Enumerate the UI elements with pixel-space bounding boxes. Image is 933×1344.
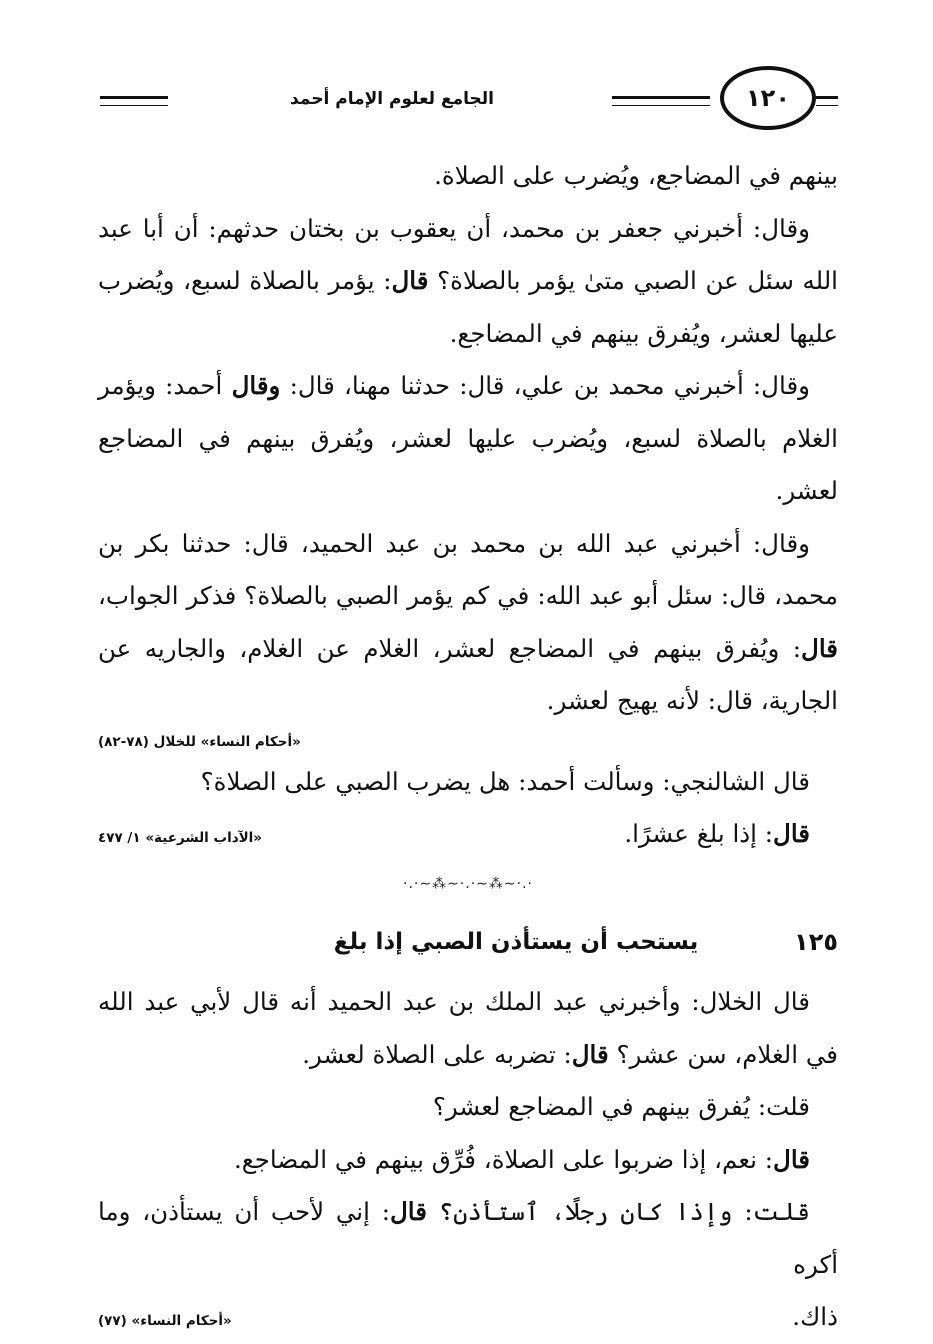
header-rule [612,96,710,106]
page-body [98,150,838,1344]
paragraph [98,203,838,361]
qal-keyword: قال [801,633,838,663]
answer-line [98,808,838,864]
paragraph: قال الشالنجي: وسألت أحمد: هل يضرب الصبي على الصلاة؟ [200,766,810,796]
qal-keyword: قال [391,266,429,295]
qal-keyword: قال [773,819,810,848]
text-run: : ويُفرق بينهم في المضاجع لعشر، الغلام عن الغلام، والجاريه عن الجارية، قال: لأنه يهيج لعشر. [98,633,838,715]
running-title: الجامع لعلوم الإمام أحمد [290,89,494,109]
page-number: ١٢٠ [720,66,816,130]
text-run: ذاك. [792,1302,838,1331]
section-divider-ornament: ·.·∽⁂∽·.·∽⁂∽·.· [403,876,533,892]
paragraph [98,1186,838,1291]
section-number: ١٢٥ [794,927,838,956]
text-run: وقال: أخبرني عبد الله بن محمد بن عبد الحميد، قال: حدثنا بكر بن محمد، قال: سئل أبو عبد الله: في كم يؤمر الصبي بالصلاة؟ فذكر الجواب، [98,528,838,610]
section-title: يستحب أن يستأذن الصبي إذا بلغ [333,928,699,955]
text-run: : إذا بلغ عشرًا. [624,819,774,848]
text-run: : نعم، إذا ضربوا على الصلاة، فُرِّق بينهم في المضاجع. [233,1144,774,1174]
qal-keyword: وقال [231,371,281,400]
page-header [100,66,838,134]
text-run: : تضربه على الصلاة لعشر. [302,1039,572,1069]
paragraph [98,518,838,728]
text-run: : يؤمر بالصلاة لسبع، ويُضرب عليها لعشر، ويُفرق بينهم في المضاجع. [98,266,838,348]
qal-keyword: قال [773,1144,810,1174]
header-rule [816,96,838,106]
qal-keyword: قال [571,1039,609,1069]
source-reference: «الآداب الشرعية» ١/ ٤٧٧ [98,830,263,846]
answer-text [624,808,838,861]
text-run: أحمد: ويؤمر الغلام بالصلاة لسبع، ويُضرب عليها لعشر، ويُفرق بينهم في المضاجع لعشر. [98,371,838,505]
text-run: قال الخلال: وأخبرني عبد الملك بن عبد الحميد أنه قال لأبي عبد الله في الغلام، سن عشر؟ [98,987,838,1069]
source-reference: «أحكام النساء» (٧٧) [98,1313,232,1329]
qal-keyword: قال [389,1197,427,1226]
source-reference: «أحكام النساء» للخلال (٧٨-٨٢) [98,733,301,750]
text-run: وقال: أخبرني جعفر بن محمد، أن يعقوب بن بختان حدثهم: أن أبا عبد الله سئل عن الصبي متىٰ يؤمر بالصلاة؟ [98,213,838,295]
section-heading [98,908,838,976]
paragraph [98,1134,838,1187]
paragraph [98,976,838,1081]
closing-line [98,1291,838,1344]
text-run: قلت: وإذا كان رجلًا، ٱستأذن؟ [438,1197,810,1226]
paragraph [98,360,838,518]
text-run: وقال: أخبرني محمد بن علي، قال: حدثنا مهنا، قال: [289,371,810,400]
header-rule [100,96,168,106]
paragraph: بينهم في المضاجع، ويُضرب على الصلاة. [434,161,838,190]
text-run: : إني لأحب أن يستأذن، وما أكره [98,1197,838,1279]
paragraph: قلت: يُفرق بينهم في المضاجع لعشر؟ [432,1092,810,1121]
